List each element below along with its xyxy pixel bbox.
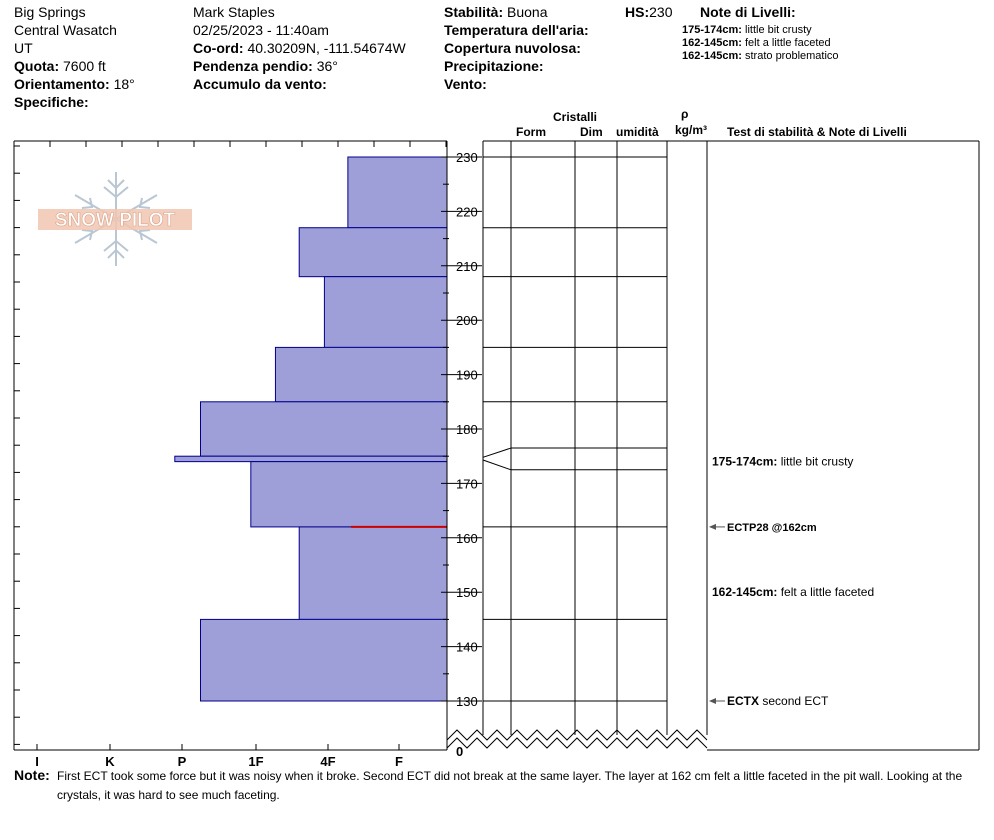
annotations (709, 455, 874, 708)
height-label: 130 (456, 694, 478, 709)
footer-text: First ECT took some force but it was noisy when it broke. Second ECT did not break at the same layer. The layer at 162 cm felt a little faceted in the pit wall. Looking at the crystals, it was hard to see much faceting. (57, 769, 963, 802)
layer-note-item: 162-145cm: strato problematico (682, 50, 839, 62)
form-header: Form (516, 125, 546, 139)
stability-label: Stabilità: (444, 4, 504, 20)
coords-value: 40.30209N, -111.54674W (247, 40, 406, 56)
specifics-label: Specifiche: (14, 94, 89, 110)
observer: Mark Staples (193, 4, 275, 20)
annotation-label: 162-145cm: felt a little faceted (712, 585, 875, 600)
hardness-label: P (177, 754, 187, 769)
crystals-header: Cristalli (553, 110, 598, 124)
hardness-layer (324, 277, 447, 348)
hardness-label: I (35, 754, 39, 769)
height-label: 180 (456, 422, 478, 437)
hs-value: 230 (649, 4, 673, 20)
hardness-layer (251, 462, 447, 527)
height-label: 220 (456, 204, 478, 220)
size-header: Dim (580, 125, 603, 139)
wind-loading-label: Accumulo da vento: (193, 76, 327, 92)
hardness-label: 4F (320, 754, 336, 769)
hardness-layer (201, 402, 448, 456)
aspect-label: Orientamento: (14, 76, 110, 92)
wind-label: Vento: (444, 76, 487, 92)
elevation-value: 7600 ft (63, 58, 106, 74)
state: UT (14, 40, 33, 56)
height-label: 200 (456, 313, 478, 329)
logo-text: SNOW PILOT (54, 210, 176, 231)
arrow-head-icon (709, 698, 716, 704)
snowpilot-logo (38, 172, 192, 266)
hardness-layer (201, 619, 448, 701)
air-temp-label: Temperatura dell'aria: (444, 22, 589, 38)
layer-note-item: 175-174cm: little bit crusty (682, 24, 812, 36)
height-label: 170 (456, 476, 478, 492)
rho-header: ρ (681, 107, 689, 121)
hardness-layer (348, 157, 447, 228)
location: Big Springs (14, 4, 86, 20)
height-label: 150 (456, 585, 478, 601)
hardness-layer (299, 527, 447, 619)
layer-note-item: 162-145cm: felt a little faceted (682, 37, 831, 49)
column-grid (447, 141, 979, 750)
density-header: kg/m³ (675, 123, 708, 137)
hardness-label: K (105, 754, 115, 769)
height-label: 160 (456, 530, 478, 546)
hs-label: HS: (625, 4, 650, 20)
layer-notes-title: Note di Livelli: (700, 4, 796, 20)
slope-value: 36° (316, 58, 338, 74)
height-label: 210 (456, 258, 478, 274)
height-label: 140 (456, 639, 478, 655)
arrow-head-icon (709, 524, 716, 530)
hardness-label: F (395, 754, 403, 769)
layer-connector (483, 448, 511, 457)
hardness-label: 1F (248, 754, 264, 769)
layer-connector (483, 460, 511, 470)
hardness-layer (299, 228, 447, 277)
precip-label: Precipitazione: (444, 58, 544, 74)
moisture-header: umidità (616, 125, 659, 139)
annotation-label: ECTX second ECT (727, 694, 829, 708)
footer-label: Note: (14, 767, 50, 783)
height-label: 230 (456, 150, 478, 165)
hardness-profile (175, 157, 447, 701)
height-label: 190 (456, 367, 478, 383)
annotation-label: 175-174cm: little bit crusty (712, 454, 854, 469)
annotation-label: ECTP28 @162cm (727, 521, 817, 534)
datetime: 02/25/2023 - 11:40am (193, 22, 329, 38)
range: Central Wasatch (14, 22, 117, 38)
aspect-value: 18° (113, 76, 135, 92)
coords-label: Co-ord: (193, 40, 244, 56)
cloud-label: Copertura nuvolosa: (444, 40, 581, 56)
stability-value: Buona (507, 4, 548, 20)
slope-label: Pendenza pendio: (193, 58, 313, 74)
hardness-layer (175, 456, 447, 461)
elevation-label: Quota: (14, 58, 60, 74)
hardness-layer (275, 347, 447, 401)
tests-header: Test di stabilità & Note di Livelli (727, 125, 907, 139)
height-zero-label: 0 (456, 744, 464, 759)
